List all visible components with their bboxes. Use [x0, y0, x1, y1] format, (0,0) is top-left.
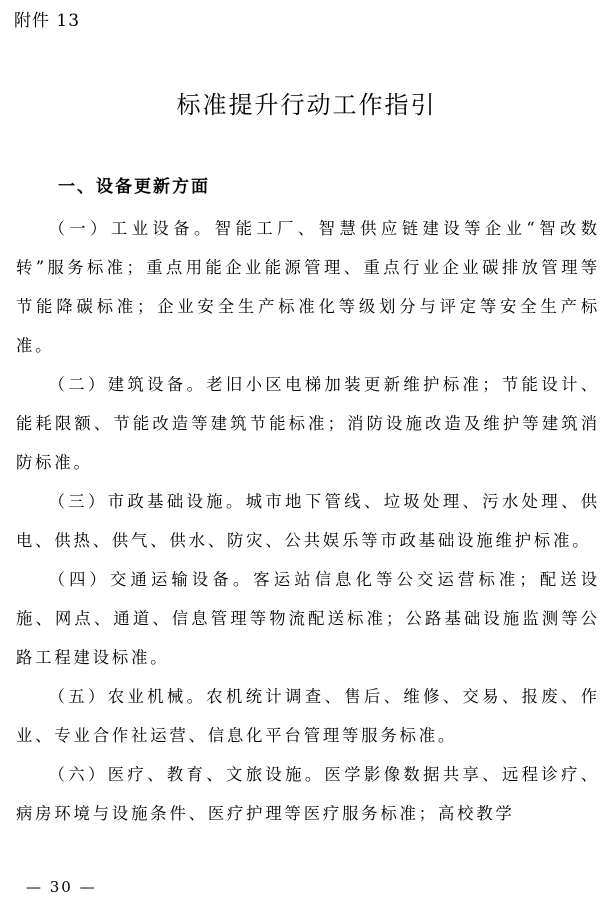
page-number: — 30 —	[26, 878, 97, 896]
document-body	[16, 174, 600, 833]
paragraph-transport-equipment: （四）交通运输设备。客运站信息化等公交运营标准；配送设施、网点、通道、信息管理等物流配送标准；公路基础设施监测等公路工程建设标准。	[16, 570, 600, 667]
paragraph-agricultural-machinery: （五）农业机械。农机统计调查、售后、维修、交易、报废、作业、专业合作社运营、信息化平台管理等服务标准。	[16, 687, 600, 745]
document-title: 标准提升行动工作指引	[176, 91, 437, 119]
paragraph-industrial-equipment: （一）工业设备。智能工厂、智慧供应链建设等企业“智改数转”服务标准；重点用能企业能源管理、重点行业企业碳排放管理等节能降碳标准；企业安全生产标准化等级划分与评定等安全生产标准。	[16, 219, 600, 355]
paragraph-building-equipment: （二）建筑设备。老旧小区电梯加装更新维护标准；节能设计、能耗限额、节能改造等建筑节能标准；消防设施改造及维护等建筑消防标准。	[16, 375, 600, 472]
paragraph-medical-education-tourism: （六）医疗、教育、文旅设施。医学影像数据共享、远程诊疗、病房环境与设施条件、医疗护理等医疗服务标准；高校教学	[16, 765, 600, 823]
annex-label: 附件 13	[14, 11, 81, 31]
paragraph-municipal-infrastructure: （三）市政基础设施。城市地下管线、垃圾处理、污水处理、供电、供热、供气、供水、防灾、公共娱乐等市政基础设施维护标准。	[16, 492, 600, 550]
section-heading-equipment-renewal: 一、设备更新方面	[58, 177, 210, 197]
